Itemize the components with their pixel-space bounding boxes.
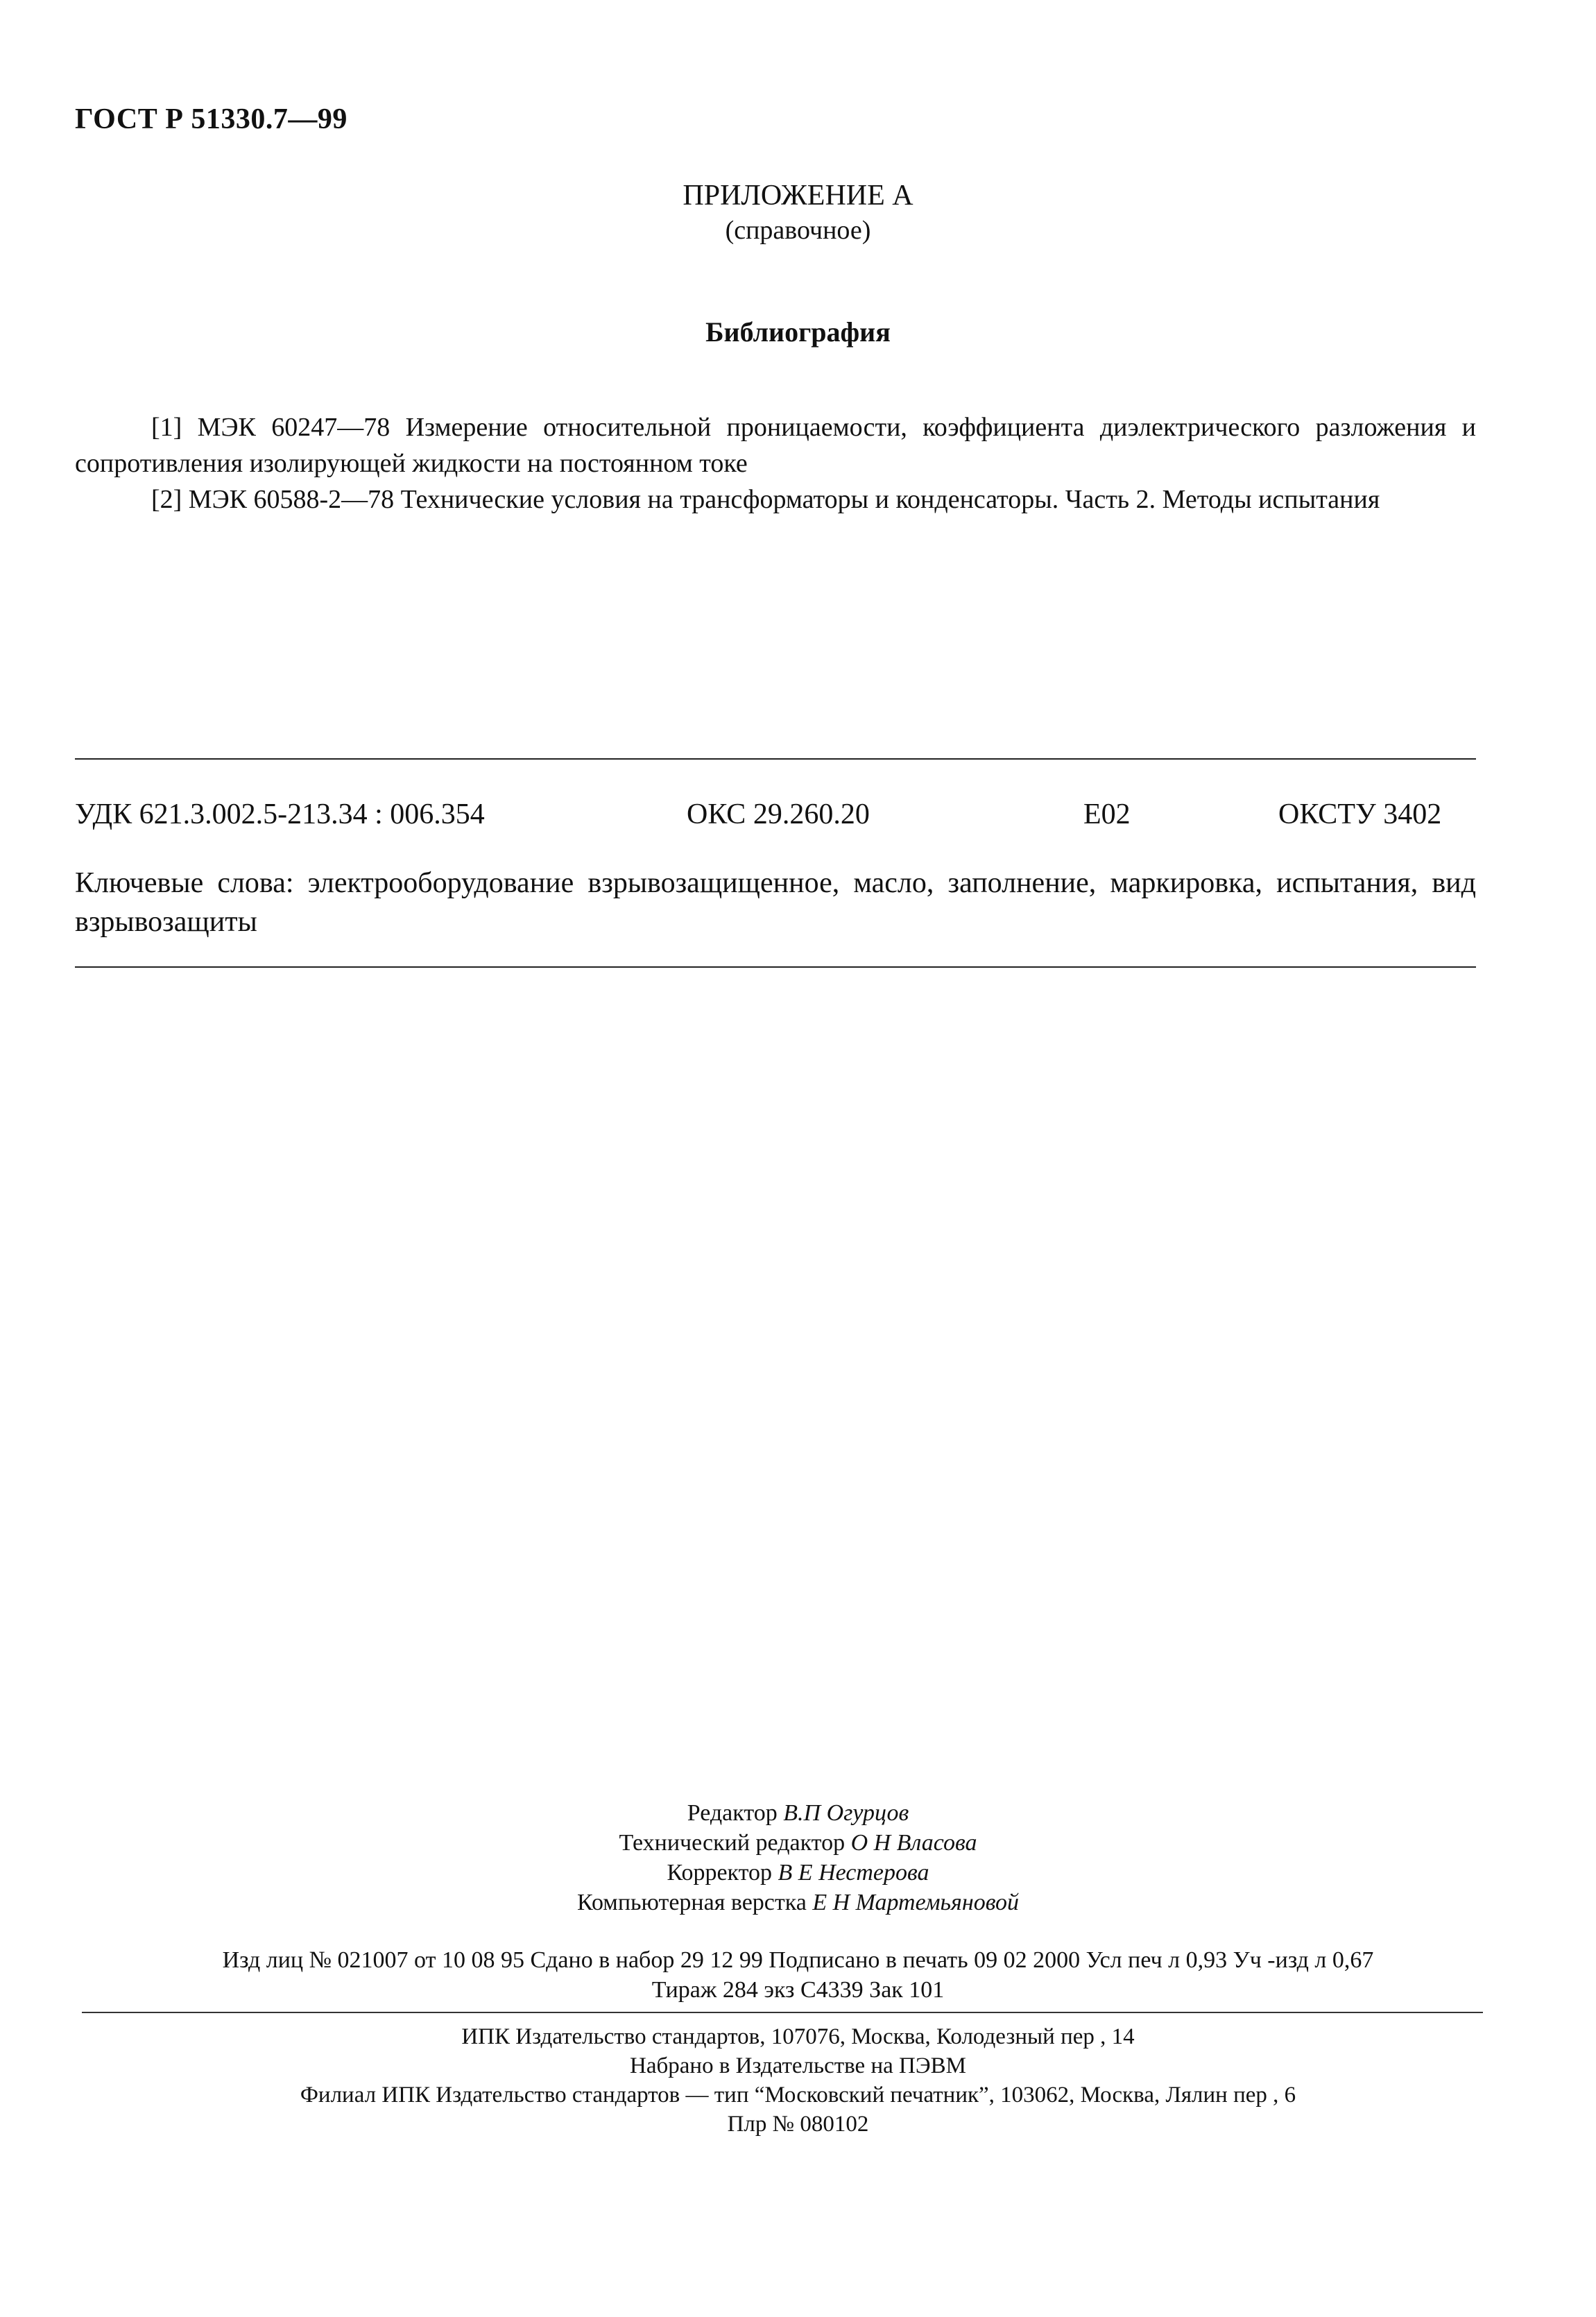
imprint-publisher: ИПК Издательство стандартов, 107076, Москва, Колодезный пер , 14 [461, 2024, 1135, 2049]
credits-layout [0, 1888, 1596, 1917]
corrector-label: Корректор [667, 1860, 773, 1886]
divider-top [75, 758, 1476, 760]
divider-bottom [75, 966, 1476, 968]
imprint-divider [82, 2012, 1483, 2013]
corrector-name: В Е Нестерова [778, 1860, 929, 1886]
tech-editor-name: О Н Власова [850, 1830, 977, 1856]
credits-tech-editor [0, 1829, 1596, 1858]
appendix-subtitle: (справочное) [725, 216, 871, 245]
oks-code: ОКС 29.260.20 [687, 798, 870, 830]
group-code: Е02 [1083, 798, 1131, 830]
okstu-code: ОКСТУ 3402 [1278, 798, 1442, 830]
keywords: Ключевые слова: электрооборудование взрывозащищенное, масло, заполнение, маркировка, испытания, вид взрывозащиты [75, 867, 1476, 938]
appendix-title: ПРИЛОЖЕНИЕ А [683, 180, 913, 212]
credits-editor [0, 1799, 1596, 1828]
editor-label: Редактор [687, 1800, 778, 1826]
udc-code: УДК 621.3.002.5-213.34 : 006.354 [75, 798, 485, 830]
bibliography-entry-1: [1] МЭК 60247—78 Измерение относительной проницаемости, коэффициента диэлектрического разложения и сопротивления изолирующей жидкости на постоянном токе [75, 413, 1476, 478]
bibliography-title: Библиография [705, 316, 891, 348]
bibliography-entry-2: [2] МЭК 60588-2—78 Технические условия на трансформаторы и конденсаторы. Часть 2. Методы испытания [151, 485, 1380, 514]
layout-label: Компьютерная верстка [576, 1890, 807, 1915]
imprint-printer: Филиал ИПК Издательство стандартов — тип “Московский печатник”, 103062, Москва, Лялин пер , 6 [300, 2083, 1296, 2107]
imprint-typeset: Набрано в Издательстве на ПЭВМ [630, 2053, 966, 2078]
publication-details: Изд лиц № 021007 от 10 08 95 Сдано в набор 29 12 99 Подписано в печать 09 02 2000 Усл печ л 0,93 Уч -изд л 0,67 [222, 1947, 1374, 1973]
imprint-license: Плр № 080102 [727, 2112, 869, 2137]
document-code: ГОСТ Р 51330.7—99 [75, 103, 347, 135]
print-run: Тираж 284 экз С4339 Зак 101 [651, 1977, 945, 2003]
tech-editor-label: Технический редактор [619, 1830, 846, 1856]
editor-name: В.П Огурцов [783, 1800, 909, 1826]
layout-name: Е Н Мартемьяновой [812, 1890, 1020, 1915]
credits-corrector [0, 1858, 1596, 1888]
